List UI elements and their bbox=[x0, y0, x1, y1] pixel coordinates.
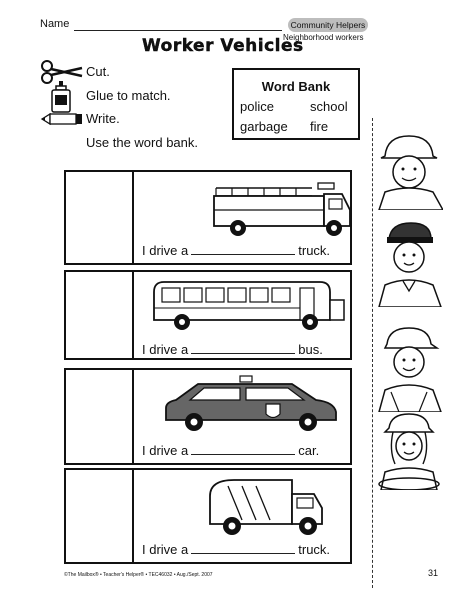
word-bank-word: police bbox=[240, 99, 274, 114]
sentence-prefix: I drive a bbox=[142, 243, 189, 258]
school-bus-icon bbox=[142, 276, 352, 336]
instruction-cut: Cut. bbox=[86, 64, 110, 79]
instruction-use-word-bank: Use the word bank. bbox=[86, 135, 199, 150]
answer-blank[interactable] bbox=[191, 244, 295, 255]
answer-blank[interactable] bbox=[191, 444, 295, 455]
glue-space[interactable] bbox=[66, 172, 134, 263]
vehicle-card bbox=[64, 270, 352, 360]
glue-space[interactable] bbox=[66, 272, 134, 358]
answer-blank[interactable] bbox=[191, 343, 295, 354]
fill-in-sentence bbox=[142, 342, 323, 357]
sentence-prefix: I drive a bbox=[142, 342, 189, 357]
word-bank-title: Word Bank bbox=[261, 79, 331, 94]
sentence-prefix: I drive a bbox=[142, 542, 189, 557]
sentence-suffix: truck. bbox=[298, 243, 331, 258]
category-subtitle: Neighborhood workers bbox=[283, 33, 364, 42]
word-bank-word: school bbox=[310, 99, 348, 114]
word-bank-word: fire bbox=[310, 119, 329, 134]
sentence-prefix: I drive a bbox=[142, 443, 189, 458]
sentence-suffix: car. bbox=[298, 443, 320, 458]
sentence-suffix: bus. bbox=[298, 342, 323, 357]
fill-in-sentence bbox=[142, 243, 330, 258]
glue-space[interactable] bbox=[66, 470, 134, 562]
pencil-icon bbox=[40, 113, 84, 125]
garbage-truck-icon bbox=[142, 474, 352, 540]
vehicle-card bbox=[64, 170, 352, 265]
firefighter-icon[interactable] bbox=[371, 128, 443, 210]
glue-space[interactable] bbox=[66, 370, 134, 463]
instruction-write: Write. bbox=[86, 111, 120, 126]
word-bank bbox=[232, 68, 360, 140]
name-write-line[interactable] bbox=[74, 30, 282, 31]
police-car-icon bbox=[142, 374, 352, 440]
fill-in-sentence bbox=[142, 542, 330, 557]
page-title: Worker Vehicles bbox=[142, 36, 304, 56]
word-bank-word: garbage bbox=[240, 119, 288, 134]
name-label: Name bbox=[40, 18, 70, 30]
sentence-suffix: truck. bbox=[298, 542, 331, 557]
bus-driver-icon[interactable] bbox=[371, 410, 443, 490]
fill-in-sentence bbox=[142, 443, 319, 458]
garbage-collector-icon[interactable] bbox=[371, 318, 443, 412]
instruction-glue: Glue to match. bbox=[86, 88, 171, 103]
category-badge: Community Helpers bbox=[288, 18, 368, 32]
vehicle-card bbox=[64, 468, 352, 564]
police-officer-icon[interactable] bbox=[371, 215, 443, 307]
vehicle-card bbox=[64, 368, 352, 465]
glue-bottle-icon bbox=[50, 80, 72, 114]
answer-blank[interactable] bbox=[191, 543, 295, 554]
page-number: 31 bbox=[428, 568, 439, 578]
fire-truck-icon bbox=[142, 176, 352, 240]
footer-credit: ©The Mailbox® • Teacher's Helper® • TEC46032 • Aug./Sept. 2007 bbox=[64, 572, 213, 578]
